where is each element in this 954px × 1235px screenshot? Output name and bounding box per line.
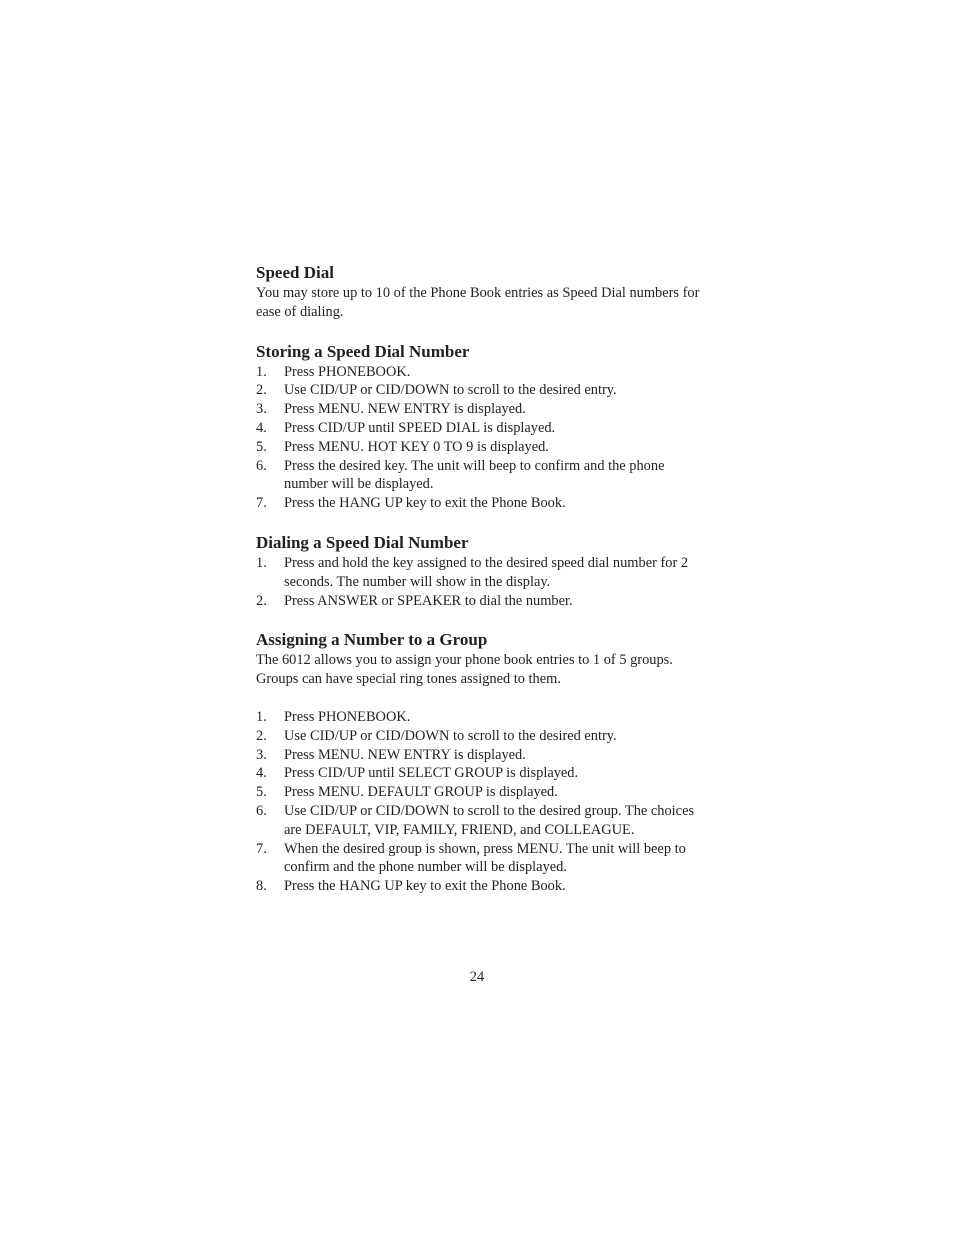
section-heading: Speed Dial <box>256 263 334 282</box>
section-intro: The 6012 allows you to assign your phone book entries to 1 of 5 groups. Groups can have special ring tones assigned to them. <box>256 652 673 688</box>
section-assigning-group <box>256 629 702 896</box>
list-item: 2. Use CID/UP or CID/DOWN to scroll to the desired entry. <box>256 382 617 399</box>
spacer <box>256 689 702 708</box>
list-item: 2. Press ANSWER or SPEAKER to dial the number. <box>256 592 573 609</box>
list-item: 6. Press the desired key. The unit will beep to confirm and the phone number will be displayed. <box>256 457 665 493</box>
list-item: 3. Press MENU. NEW ENTRY is displayed. <box>256 401 526 418</box>
list-item: 1. Press PHONEBOOK. <box>256 708 411 725</box>
section-heading: Assigning a Number to a Group <box>256 630 488 650</box>
list-item: 4. Press CID/UP until SELECT GROUP is displayed. <box>256 765 579 782</box>
list-item: 1. Press and hold the key assigned to the desired speed dial number for 2 seconds. The number will show in the display. <box>256 554 689 590</box>
page-number: 24 <box>469 969 485 985</box>
step-list <box>256 554 702 610</box>
list-item: 4. Press CID/UP until SPEED DIAL is displayed. <box>256 419 556 436</box>
step-list <box>256 363 702 513</box>
section-heading: Dialing a Speed Dial Number <box>256 532 469 552</box>
section-heading: Storing a Speed Dial Number <box>256 341 470 361</box>
section-storing-speed-dial <box>256 341 702 513</box>
section-intro: You may store up to 10 of the Phone Book entries as Speed Dial numbers for ease of dialing. <box>256 285 700 320</box>
page-content <box>256 262 702 915</box>
list-item: 7. When the desired group is shown, press MENU. The unit will beep to confirm and the phone number will be displayed. <box>256 840 686 876</box>
list-item: 7. Press the HANG UP key to exit the Phone Book. <box>256 495 566 512</box>
list-item: 6. Use CID/UP or CID/DOWN to scroll to the desired group. The choices are DEFAULT, VIP, FAMILY, FRIEND, and COLLEAGUE. <box>256 802 695 838</box>
list-item: 5. Press MENU. DEFAULT GROUP is displayed. <box>256 784 558 801</box>
list-item: 5. Press MENU. HOT KEY 0 TO 9 is displayed. <box>256 438 549 455</box>
section-dialing-speed-dial <box>256 532 702 610</box>
list-item: 2. Use CID/UP or CID/DOWN to scroll to the desired entry. <box>256 727 617 744</box>
step-list <box>256 708 702 896</box>
list-item: 3. Press MENU. NEW ENTRY is displayed. <box>256 746 526 763</box>
list-item: 1. Press PHONEBOOK. <box>256 363 411 380</box>
list-item: 8. Press the HANG UP key to exit the Phone Book. <box>256 878 566 895</box>
section-speed-dial <box>256 262 702 322</box>
